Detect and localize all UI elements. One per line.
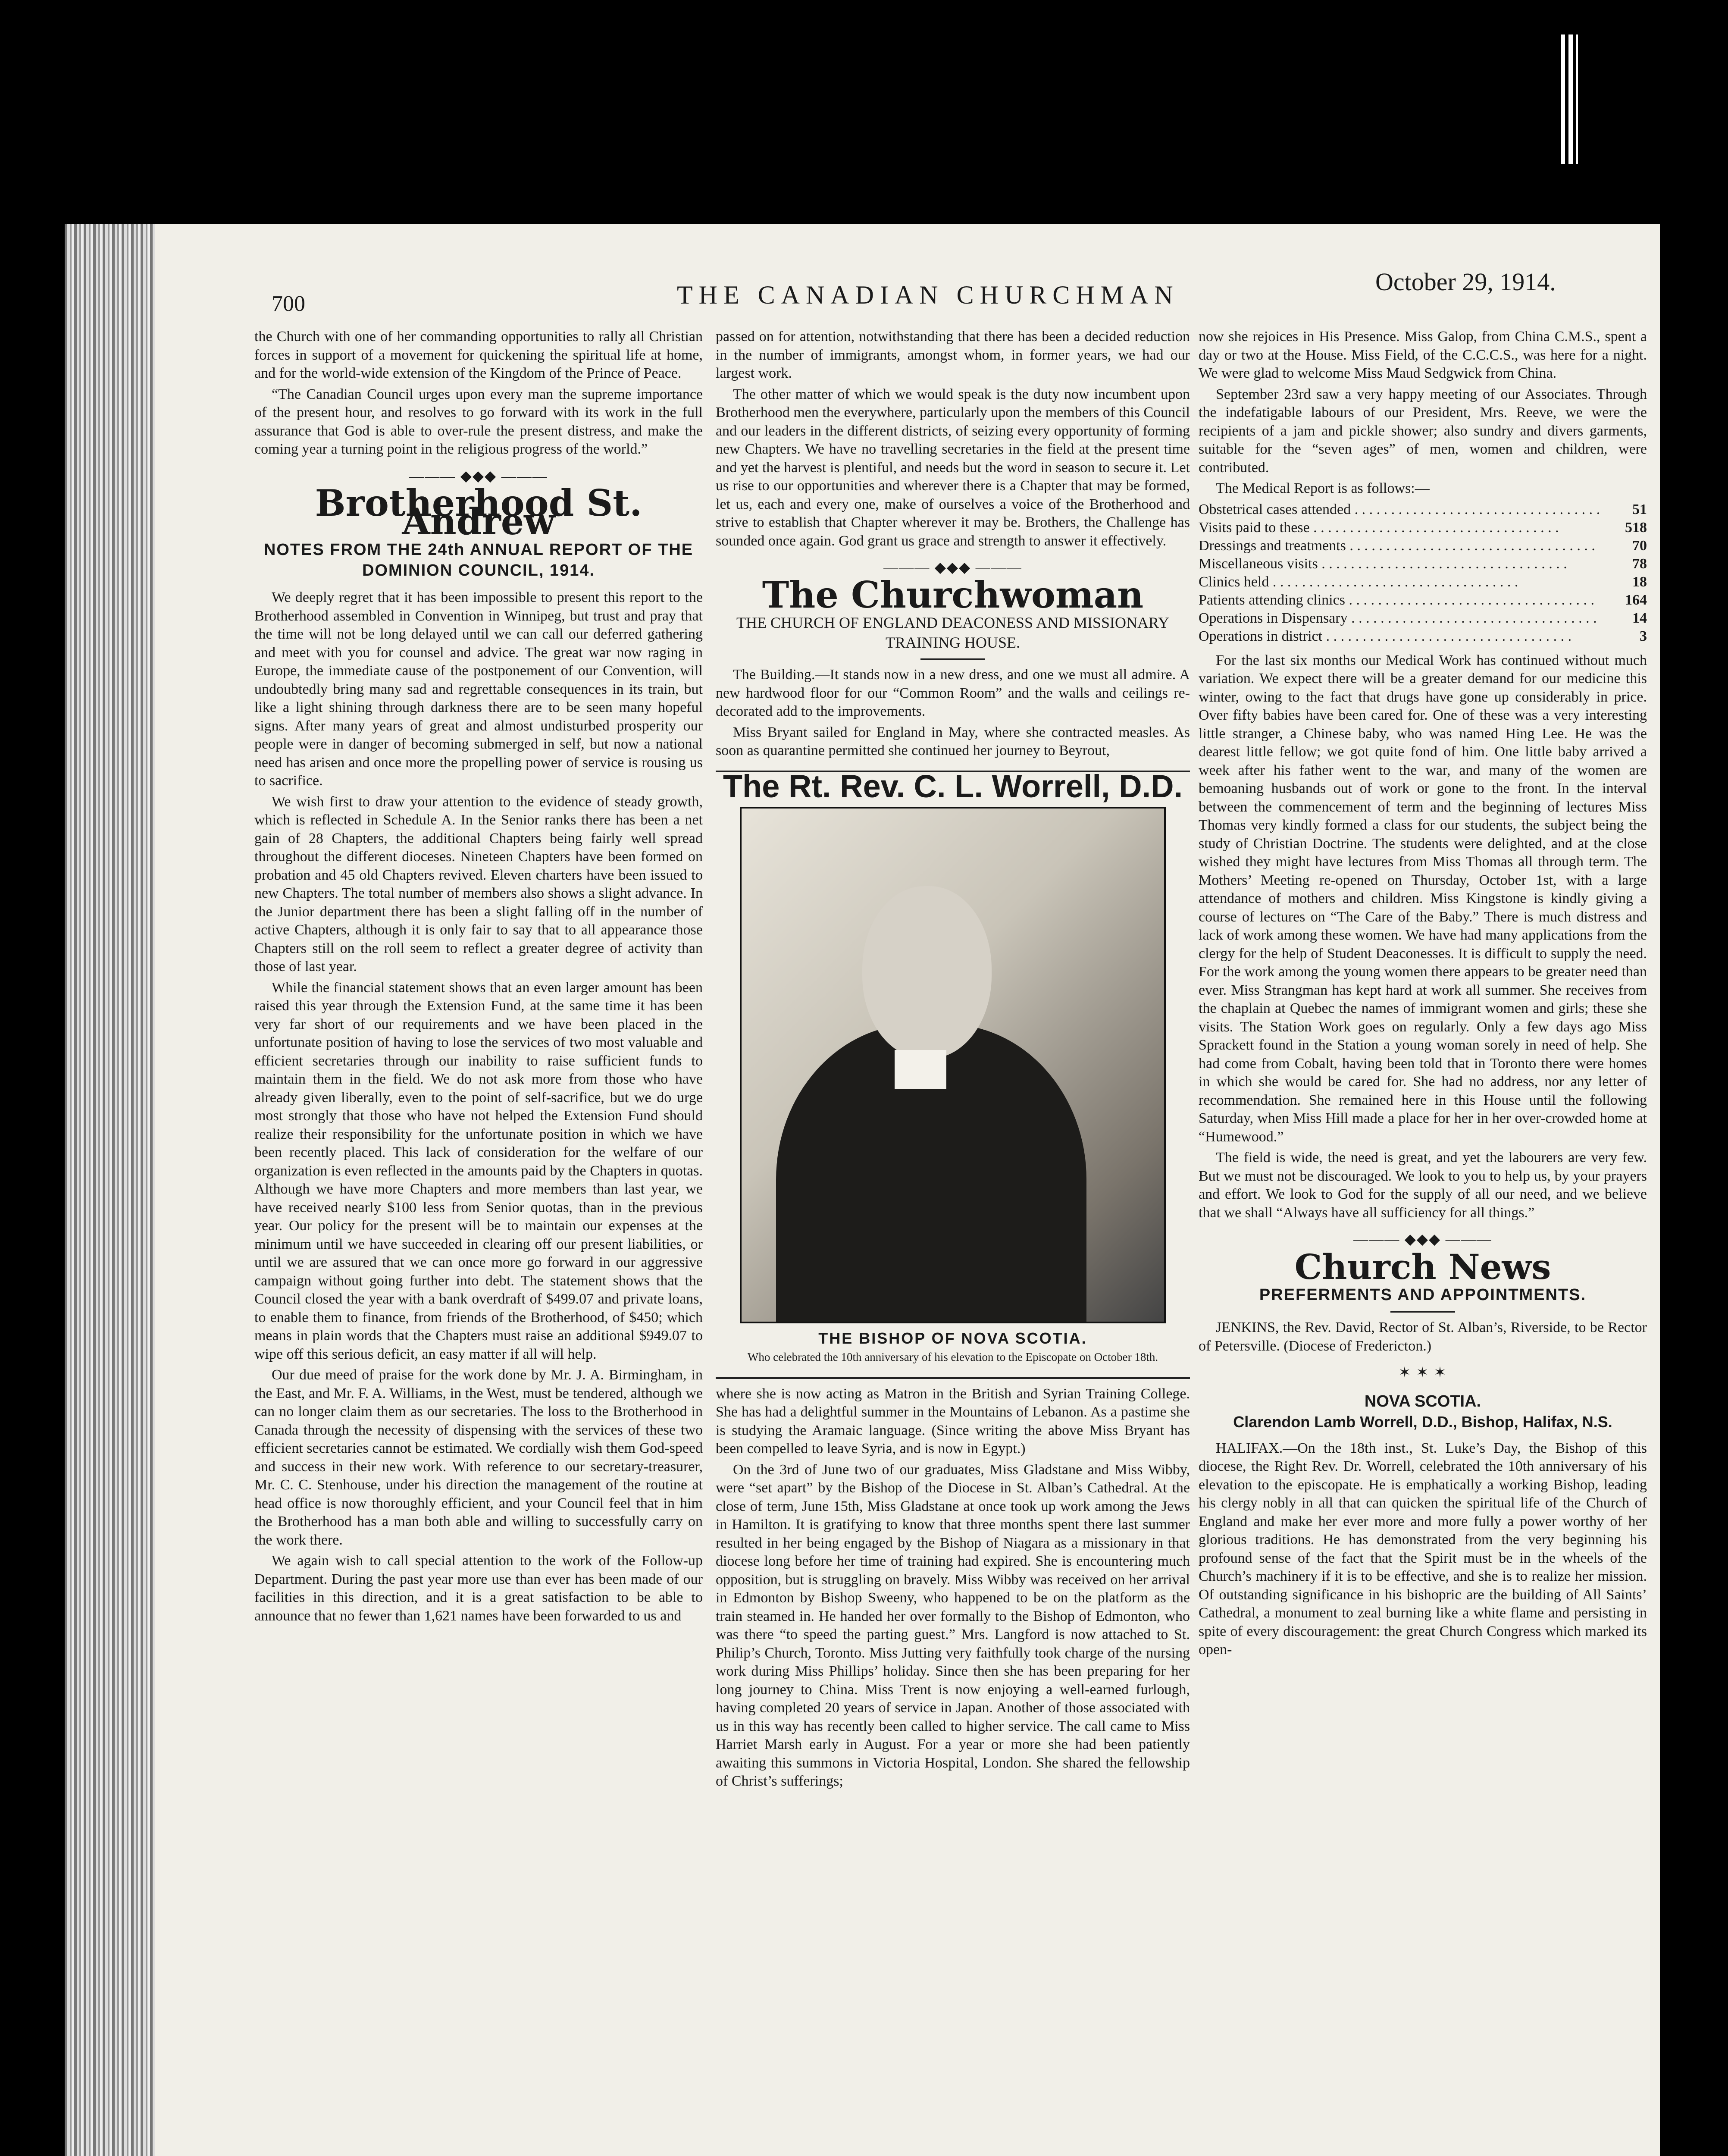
preferment-entry: JENKINS, the Rev. David, Rector of St. Alban’s, Riverside, to be Rector of Petersville. (Diocese of Fredericton.) <box>1199 1319 1647 1354</box>
binder-clip-top <box>1561 34 1578 164</box>
report-value: 14 <box>1632 610 1647 626</box>
report-label: Operations in district . . . <box>1199 627 1612 646</box>
stars-divider: ✶ ✶ ✶ <box>1398 1365 1447 1381</box>
paragraph: We deeply regret that it has been impossible to present this report to the Brotherhood assembled in Convention in Winnipeg, but trust and pray that the time will not be long delayed until we can call our deferred gathering and meet with you for counsel and advice. The great war now raging in Europe, the immediate cause of the postponement of our Convention, will undoubtedly bring many sad and regrettable consequences in its train, but like a light shining through darkness there are to be seen many hopeful signs. After many years of great and almost undisturbed prosperity our people were in danger of becoming submerged in self, but now a national need has arisen and once more the propelling power of service is rousing us to sacrifice. <box>254 589 703 789</box>
rule <box>716 1377 1190 1379</box>
paragraph: We again wish to call special attention to the work of the Follow-up Department. During the past year more use than ever has been made of our facilities in this direction, and it is a great satisfaction to be able to announce that no fewer than 1,621 names have been forwarded to us and <box>254 1553 703 1624</box>
newspaper-page <box>65 224 1660 2156</box>
report-label: Clinics held . . . <box>1199 573 1612 591</box>
page-number: 700 <box>272 291 305 316</box>
column-1 <box>254 328 703 1628</box>
portrait-caption: THE BISHOP OF NOVA SCOTIA. <box>818 1329 1087 1347</box>
portrait-title: The Rt. Rev. C. L. Worrell, D.D. <box>723 768 1183 804</box>
report-row <box>1199 591 1647 609</box>
report-row <box>1199 537 1647 555</box>
intro-text: the Church with one of her commanding opportunities to rally all Christian forces in support of a movement for quickening the spiritual life at home, and for the world-wide extension of the Kingdom of the Prince of Peace. <box>254 329 703 381</box>
report-row <box>1199 501 1647 519</box>
short-rule <box>920 658 985 660</box>
report-value: 18 <box>1632 573 1647 590</box>
paragraph: While the financial statement shows that an even larger amount has been raised this year through the Extension Fund, at the same time it has been very far short of our requirements and we have been placed in the unfortunate position of having to lose the services of two most valuable and efficient secretaries through our inability to raise sufficient funds to maintain them in the field. We do not ask more from those who have already given liberally, even to the point of self-sacrifice, but we do urge most strongly that those who have not helped the Extension Fund should realize their responsibility for the unfortunate position in which we have been recently placed. This lack of consideration for the welfare of our organization is even reflected in the amounts paid by the Chapters in quotas. Although we have more Chapters and more members than last year, we have received nearly $100 less from Senior quotas, than in the previous year. Our policy for the present will be to maintain our expenses at the minimum until we have succeeded in clearing off our present liabilities, or until we are assured that we can once more go forward in our aggressive campaign without going further into debt. The statement shows that the Council closed the year with a bank overdraft of $499.07 and private loans, to enable them to finance, from friends of the Brotherhood, of $450; which means in plain words that the Chapters must raise an additional $949.07 to wipe off this serious deficit, an easy matter if all will help. <box>254 979 703 1362</box>
portrait-collar-shape <box>895 1050 946 1089</box>
report-value: 164 <box>1625 592 1647 608</box>
paragraph: We wish first to draw your attention to the evidence of steady growth, which is reflected in Schedule A. In the Senior ranks there has been a net gain of 28 Chapters, the additional Chapters being fairly well spread throughout the different dioceses. Nineteen Chapters have been formed on probation and 45 old Chapters revived. Eleven charters have been issued to new Chapters. The total number of members also shows a slight advance. In the Junior department there has been a slight falling off in the number of active Chapters, although it is only fair to say that to all appearance those Chapters still on the roll seem to reflect a greater degree of activity than those of last year. <box>254 793 703 975</box>
publication-title: THE CANADIAN CHURCHMAN <box>677 281 1179 309</box>
section-title: NOVA SCOTIA. <box>1364 1392 1481 1410</box>
paragraph: The other matter of which we would speak is the duty now incumbent upon Brotherhood men the everywhere, particularly upon the members of this Council and our leaders in the different districts, of seizing every opportunity of forming new Chapters. We have no travelling secretaries in the field at the present time and yet the harvest is plentiful, and needs but the word in season to secure it. Let us rise to our opportunities and wherever there is a Chapter that may be formed, let us, each and every one, make of ourselves a voice of the Brotherhood and strive to establish that Chapter wherever it may be. Brothers, the Challenge has sounded once again. God grant us grace and strength to answer it effectively. <box>716 386 1190 549</box>
medical-report <box>1199 501 1647 646</box>
column-3 <box>1199 328 1647 1662</box>
report-value: 3 <box>1640 628 1647 644</box>
section-subtitle: Clarendon Lamb Worrell, D.D., Bishop, Halifax, N.S. <box>1233 1413 1612 1431</box>
council-quote: “The Canadian Council urges upon every man the supreme importance of the present hour, and resolves to go forward with its work in the full assurance that God is able to over-rule the present distress, and make the coming year a turning point in the religious progress of the world.” <box>254 386 703 457</box>
book-spine <box>65 224 155 2156</box>
report-row <box>1199 573 1647 591</box>
paragraph: The Medical Report is as follows:— <box>1216 480 1430 496</box>
ornament-divider: ——— ◆◆◆ ——— <box>1353 1232 1492 1247</box>
report-value: 78 <box>1632 555 1647 572</box>
column-2 <box>716 328 1190 1793</box>
report-label: Patients attending clinics . . . <box>1199 591 1612 609</box>
news-paragraph: HALIFAX.—On the 18th inst., St. Luke’s Day, the Bishop of this diocese, the Right Rev. Dr. Worrell, celebrated the 10th anniversary of his elevation to the episcopate. He is emphatically a working Bishop, leading his clergy nobly in all that can quicken the spiritual life of the Church of England and make her ever more and more fully a power worthy of her glorious traditions. He has demonstrated from the very beginning his profound sense of the fact that the Spirit must be in the wheels of the Church’s machinery if it is to be effective, and she is to realize her mission. Of outstanding significance in his bishopric are the building of All Saints’ Cathedral, a monument to zeal burning like a white flame and persisting in spite of every discouragement: the great Church Congress which marked its open- <box>1199 1440 1647 1658</box>
report-row <box>1199 609 1647 627</box>
ornament-divider: ——— ◆◆◆ ——— <box>883 560 1022 576</box>
paragraph: September 23rd saw a very happy meeting of our Associates. Through the indefatigable labours of our President, Mrs. Reeve, we were the recipients of a jam and pickle shower; also sundry and divers garments, suitable for the “seven ages” of men, women and children, were contributed. <box>1199 386 1647 476</box>
paragraph: The field is wide, the need is great, and yet the labourers are very few. But we must not be discouraged. We look to you to help us, by your prayers and effort. We look to God for the supply of all our need, and we believe that we shall “Always have all sufficiency for all things.” <box>1199 1150 1647 1221</box>
report-row <box>1199 627 1647 646</box>
paragraph: where she is now acting as Matron in the British and Syrian Training College. She has had a delightful summer in the Mountains of Lebanon. As a pastime she is studying the Aramaic language. (Since writing the above Miss Bryant has been compelled to leave Syria, and is now in Egypt.) <box>716 1385 1190 1457</box>
paragraph: now she rejoices in His Presence. Miss Galop, from China C.M.S., spent a day or two at the House. Miss Field, of the C.C.C.S., was here for a night. We were glad to welcome Miss Maud Sedgwick from China. <box>1199 329 1647 381</box>
report-value: 70 <box>1632 537 1647 554</box>
churchwoman-heading: The Churchwoman <box>762 573 1144 616</box>
report-row <box>1199 519 1647 537</box>
page-header <box>65 267 1660 319</box>
report-label: Miscellaneous visits . . . <box>1199 555 1612 573</box>
report-label: Obstetrical cases attended . . . <box>1199 501 1612 519</box>
report-label: Visits paid to these . . . <box>1199 519 1612 537</box>
ornament-divider: ——— ◆◆◆ ——— <box>409 468 548 484</box>
brotherhood-subheading: NOTES FROM THE 24th ANNUAL REPORT OF THE DOMINION COUNCIL, 1914. <box>263 541 694 580</box>
report-value: 51 <box>1632 501 1647 517</box>
paragraph: On the 3rd of June two of our graduates, Miss Gladstane and Miss Wibby, were “set apart” by the Bishop of the Diocese in St. Alban’s Cathedral. At the close of term, June 15th, Miss Gladstane at once took up work among the Jews in Hamilton. It is gratifying to know that three months spent there last summer resulted in her being engaged by the Bishop of Niagara as a missionary in that diocese long before her time of training had expired. She is encountering much opposition, but is struggling on bravely. Miss Wibby was received on her arrival in Edmonton by Bishop Sweeny, who happened to be on the platform as the train steamed in. He handed her over formally to the Bishop of Edmonton, who was there “to speed the parting guest.” Mrs. Langford is now attached to St. Philip’s Church, Toronto. Miss Jutting very faithfully took charge of the nursing work during Miss Phillips’ holiday. Since then she has been preparing for her long journey to China. Miss Trent is now enjoying a well-earned furlough, having completed 20 years of service in Japan. Another of those associated with us in this way has recently been called to higher service. The call came to Miss Harriet Marsh early in August. For a year or more she had been patiently awaiting this summons in Victoria Hospital, London. She shared the fellowship of Christ’s sufferings; <box>716 1461 1190 1789</box>
paragraph: The Building.—It stands now in a new dress, and one we must all admire. A new hardwood floor for our “Common Room” and the walls and ceilings re-decorated add to the improvements. <box>716 667 1190 719</box>
paragraph: Miss Bryant sailed for England in May, where she contracted measles. As soon as quarantine permitted she continued her journey to Beyrout, <box>716 724 1190 758</box>
paragraph: passed on for attention, notwithstanding that there has been a decided reduction in the number of immigrants, amongst whom, in former years, we had our largest work. <box>716 329 1190 381</box>
bishop-portrait <box>740 807 1166 1323</box>
preferments-heading: PREFERMENTS AND APPOINTMENTS. <box>1259 1286 1587 1304</box>
brotherhood-heading: Brotherhood St. Andrew <box>315 482 642 543</box>
churchwoman-subheading: THE CHURCH OF ENGLAND DEACONESS AND MISSIONARY TRAINING HOUSE. <box>736 614 1170 651</box>
paragraph: For the last six months our Medical Work has continued without much variation. We expect there will be a greater demand for our medicine this winter, owing to the fact that drugs have gone up considerably in price. Over fifty babies have been cared for. One of these was a very interesting little stranger, a Chinese baby, who was named Hing Lee. He was the dearest little fellow; we got quite fond of him. One little baby arrived a week after his father went to the war, and many of the women are bemoaning husbands out of work or gone to the front. In the interval between the commencement of term and the beginning of lectures Miss Thomas very kindly formed a class for our students, the subject being the study of Christian Doctrine. The students were delighted, and at the close wished they might have lectures from Miss Thomas all through term. The Mothers’ Meeting re-opened on Thursday, October 1st, with a large attendance of mothers and children. Miss Kingstone is kindly giving a course of lectures on “The Care of the Baby.” There is much distress and lack of work among these women. We have had many applications from the clergy for the help of Student Deaconesses. It is difficult to supply the need. For the work among the young women there appears to be greater need than ever. Miss Strangman has kept hard at work all summer. She receives from the chaplain at Quebec the names of immigrant women and girls; these she visits. The Station Work goes on regularly. Only a few days ago Miss Sprackett found in the Station a young woman sorely in need of help. She had come from Cobalt, having been told that in Toronto there were homes in which she would be cared for. She had no address, nor any letter of recommendation. She remained here in this House until the following Saturday, when Miss Hill made a place for her in her over-crowded home at “Humewood.” <box>1199 652 1647 1145</box>
issue-date: October 29, 1914. <box>1375 268 1556 296</box>
report-value: 518 <box>1625 519 1647 536</box>
portrait-head-shape <box>862 886 992 1059</box>
portrait-subcaption: Who celebrated the 10th anniversary of his elevation to the Episcopate on October 18th. <box>747 1350 1158 1363</box>
paragraph: Our due meed of praise for the work done by Mr. J. A. Birmingham, in the East, and Mr. F. A. Williams, in the West, must be tendered, although we can no longer claim them as our secretaries. The loss to the Brotherhood in Canada through the necessity of dispensing with the services of these two efficient secretaries cannot be estimated. We cordially wish them God-speed and success in their new work. With reference to our secretary-treasurer, Mr. C. C. Stenhouse, under his direction the management of the routine at head office is now thoroughly efficient, and your Council feel that in him the Brotherhood has a man both able and willing to successfully carry on the work there. <box>254 1367 703 1548</box>
church-news-heading: Church News <box>1294 1246 1551 1287</box>
report-label: Dressings and treatments . . . <box>1199 537 1612 555</box>
short-rule <box>1390 1311 1455 1313</box>
report-row <box>1199 555 1647 573</box>
report-label: Operations in Dispensary . . . <box>1199 609 1612 627</box>
